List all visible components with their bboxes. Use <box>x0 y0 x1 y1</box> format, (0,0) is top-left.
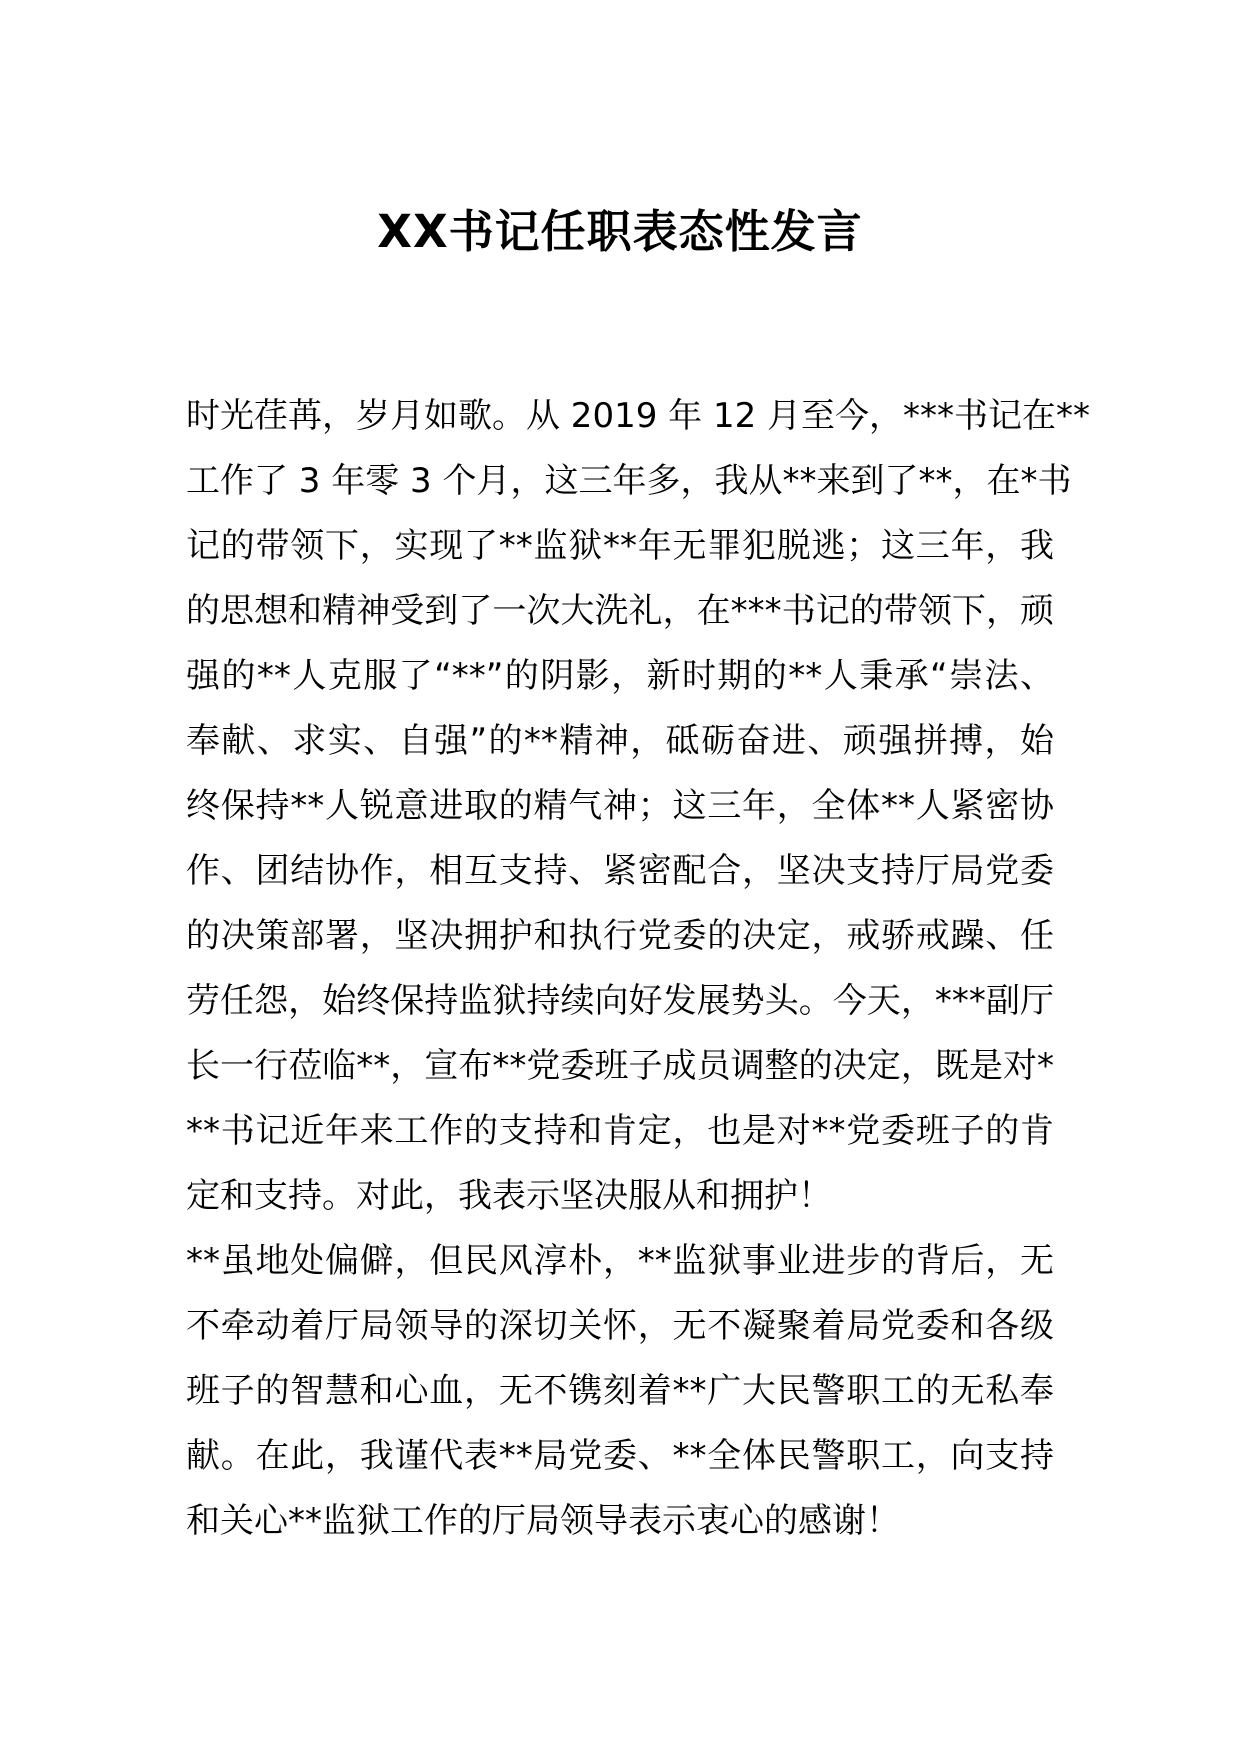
text-line: 终保持**人锐意进取的精气神；这三年，全体**人紧密协 <box>186 786 1054 826</box>
text-line: 劳任怨，始终保持监狱持续向好发展势头。今天，***副厅 <box>186 981 1054 1021</box>
text-line: 定和支持。对此，我表示坚决服从和拥护！ <box>186 1176 832 1216</box>
text-line: 作、团结协作，相互支持、紧密配合，坚决支持厅局党委 <box>186 851 1054 891</box>
text-line: 奉献、求实、自强”的**精神，砥砺奋进、顽强拼搏，始 <box>186 721 1054 761</box>
text-line: 班子的智慧和心血，无不镌刻着**广大民警职工的无私奉 <box>186 1371 1054 1411</box>
document-title: XX书记任职表态性发言 <box>377 205 863 258</box>
text-line: 工作了 3 年零 3 个月，这三年多，我从**来到了**，在*书 <box>186 461 1072 501</box>
text-line: 时光荏苒，岁月如歌。从 2019 年 12 月至今，***书记在** <box>186 396 1091 436</box>
text-line: **书记近年来工作的支持和肯定，也是对**党委班子的肯 <box>186 1111 1054 1151</box>
text-line: 记的带领下，实现了**监狱**年无罪犯脱逃；这三年，我 <box>186 526 1054 566</box>
text-line: 长一行莅临**，宣布**党委班子成员调整的决定，既是对* <box>186 1046 1054 1086</box>
paragraph-2 <box>186 1229 1054 1554</box>
text-line: 不牵动着厅局领导的深切关怀，无不凝聚着局党委和各级 <box>186 1306 1054 1346</box>
text-line: 献。在此，我谨代表**局党委、**全体民警职工，向支持 <box>186 1436 1054 1476</box>
document-body <box>186 384 1091 1554</box>
text-line: 和关心**监狱工作的厅局领导表示衷心的感谢！ <box>186 1501 900 1541</box>
paragraph-1 <box>186 384 1091 1229</box>
text-line: 的决策部署，坚决拥护和执行党委的决定，戒骄戒躁、任 <box>186 916 1054 956</box>
text-line: 的思想和精神受到了一次大洗礼，在***书记的带领下，顽 <box>186 591 1054 631</box>
text-line: **虽地处偏僻，但民风淳朴，**监狱事业进步的背后，无 <box>186 1241 1054 1281</box>
text-line: 强的**人克服了“**”的阴影，新时期的**人秉承“崇法、 <box>186 656 1054 696</box>
